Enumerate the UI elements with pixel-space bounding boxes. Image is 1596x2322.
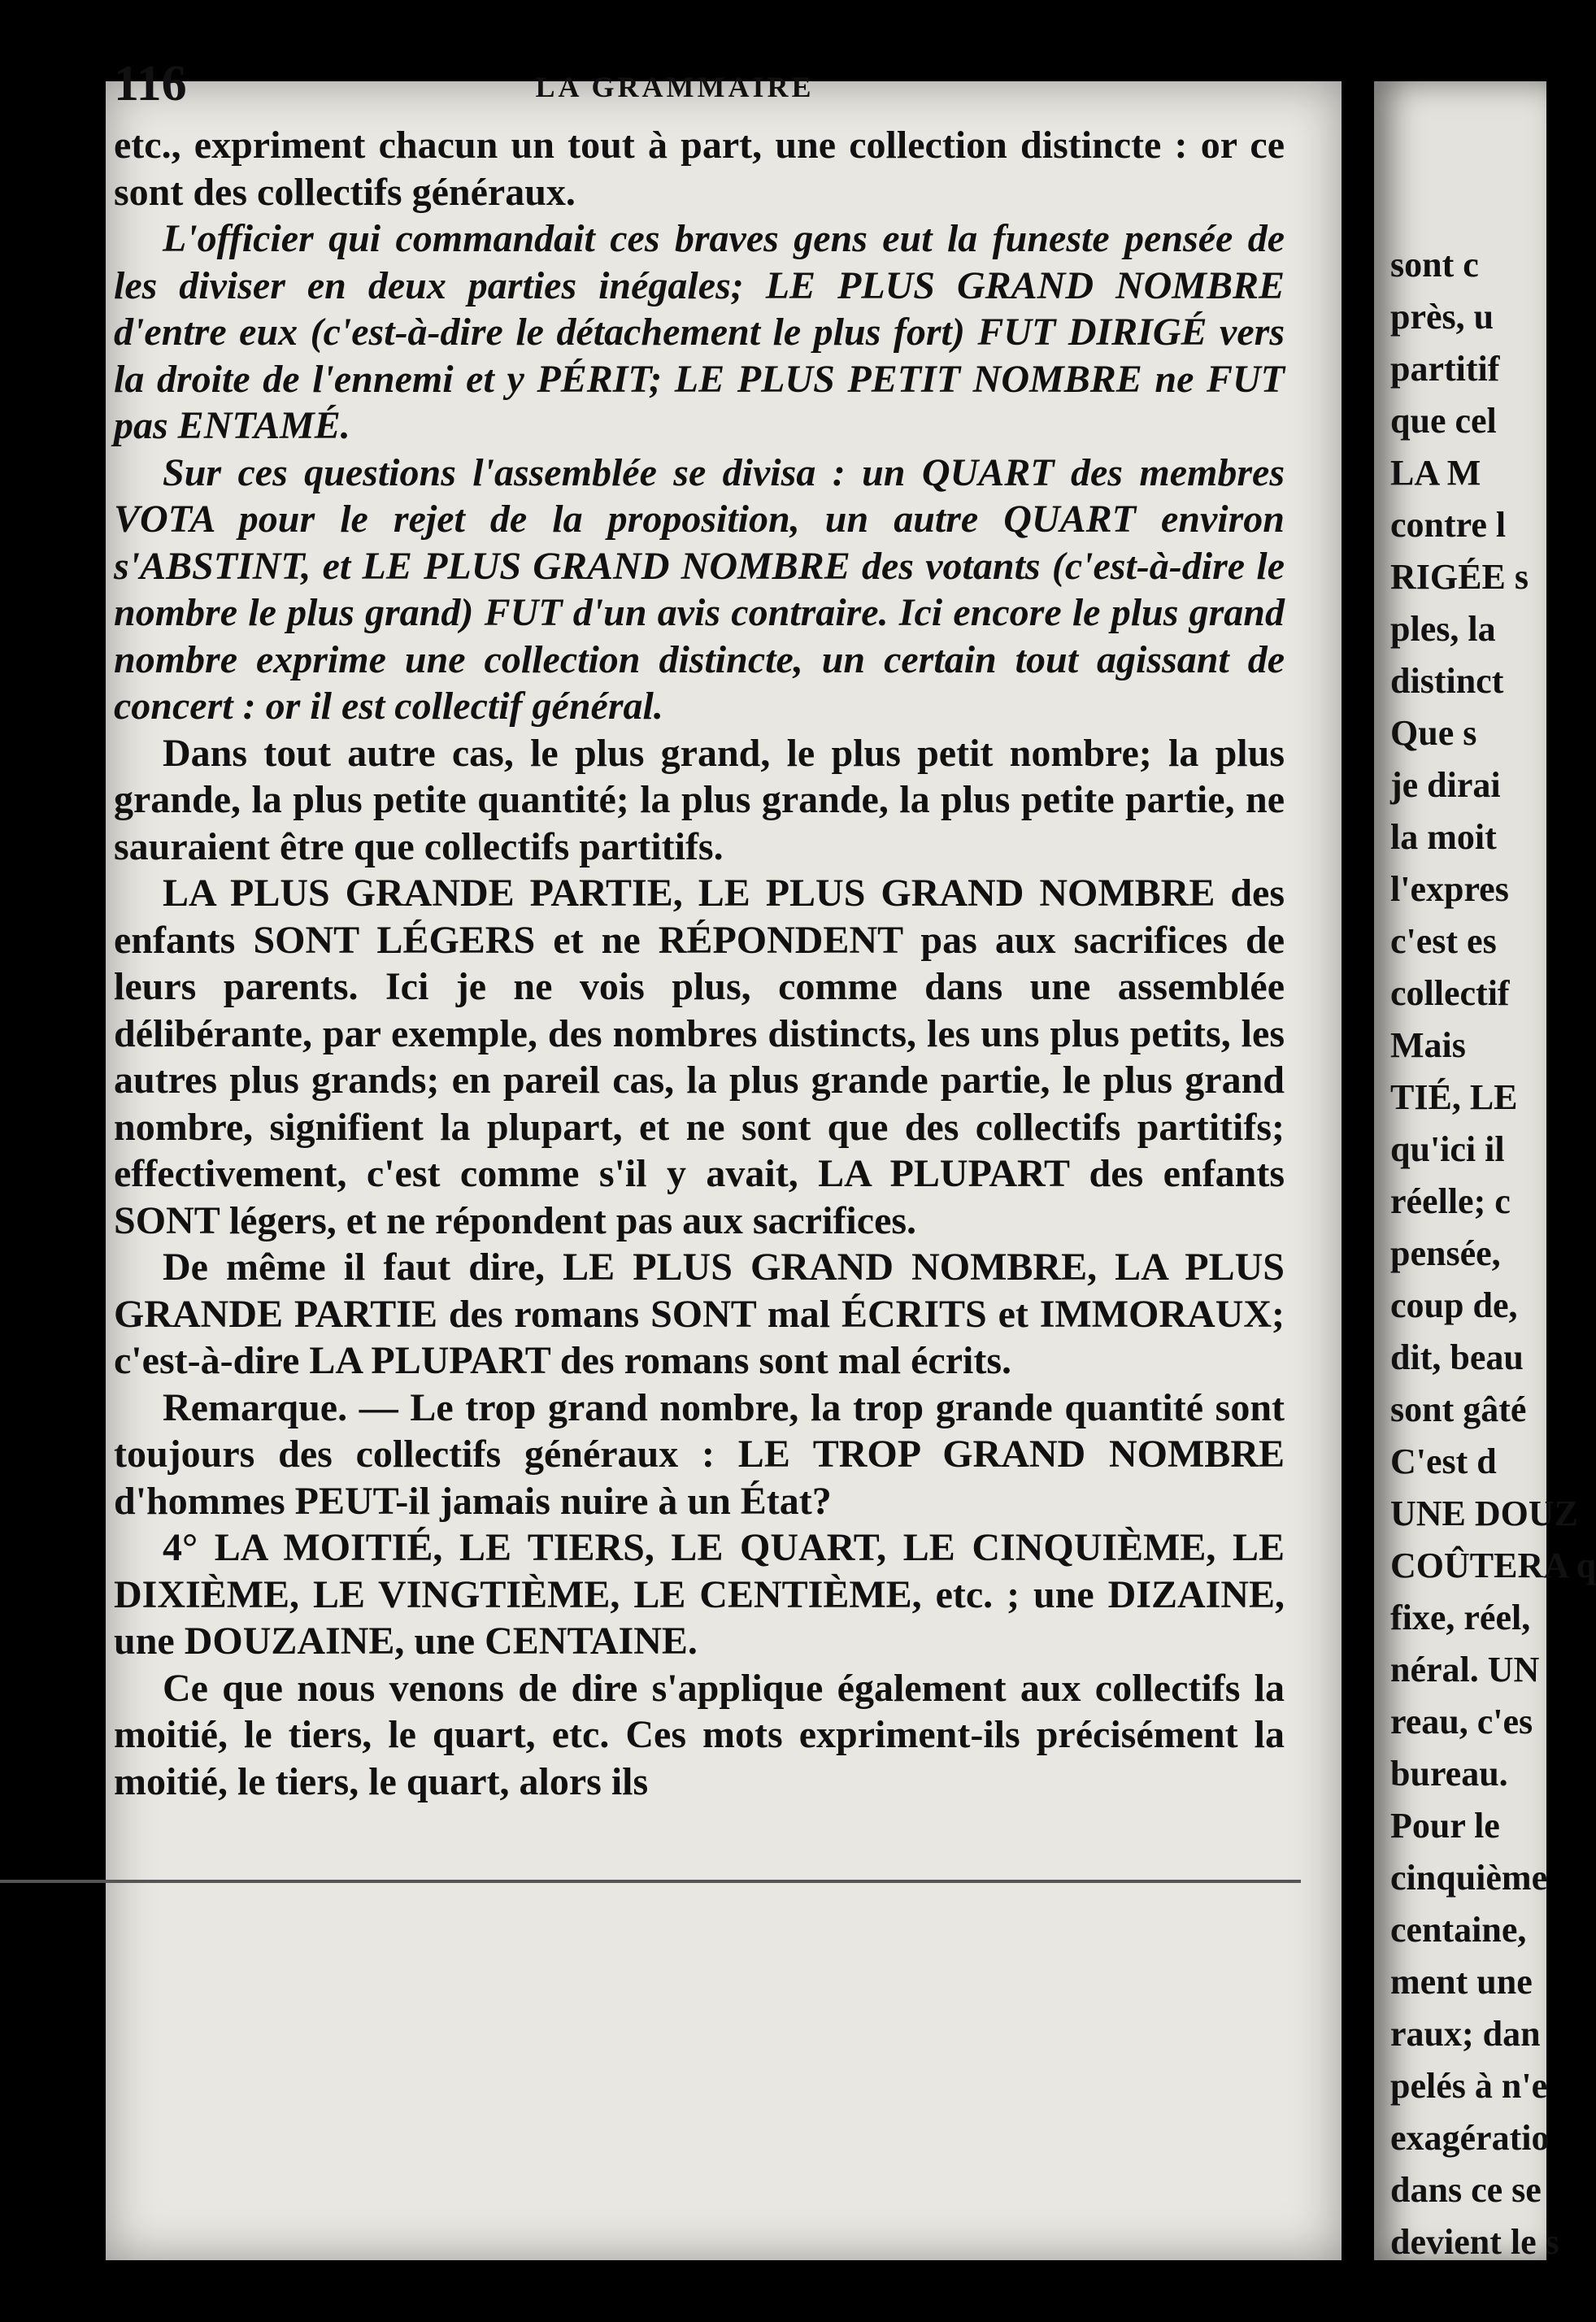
page-number: 116: [114, 56, 187, 111]
adjacent-page-line: collectif: [1390, 973, 1510, 1013]
adjacent-page-line: contre l: [1390, 505, 1507, 545]
adjacent-page-line: néral. UN: [1390, 1650, 1540, 1689]
page-body: [114, 122, 1285, 1805]
adjacent-page-line: sont gâté: [1390, 1389, 1527, 1429]
paragraph: etc., expriment chacun un tout à part, une collection distincte : or ce sont des collectifs généraux.: [114, 124, 1285, 214]
paragraph: LA PLUS GRANDE PARTIE, LE PLUS GRAND NOMBRE des enfants SONT LÉGERS et ne RÉPONDENT pas aux sacrifices de leurs parents. Ici je ne vois plus, comme dans une assemblée délibérante, par exemple, des nombres distincts, les uns plus petits, les autres plus grands; en pareil cas, la plus grande partie, le plus grand nombre, signifient la plupart, et ne sont que des collectifs partitifs; effectivement, c'est comme s'il y avait, LA PLUPART des enfants SONT légers, et ne répondent pas aux sacrifices.: [114, 872, 1285, 1242]
adjacent-page-line: pelés à n'e: [1390, 2066, 1548, 2106]
adjacent-page-line: près, u: [1390, 297, 1494, 337]
adjacent-page-line: ment une: [1390, 1962, 1533, 2002]
adjacent-page-line: TIÉ, LE: [1390, 1077, 1518, 1117]
scan-fold-line: [0, 1880, 1301, 1883]
adjacent-page-line: pensée,: [1390, 1233, 1501, 1273]
adjacent-page-line: reau, c'es: [1390, 1702, 1533, 1742]
adjacent-page-line: UNE DOUZ: [1390, 1494, 1579, 1533]
adjacent-page-line: centaine,: [1390, 1910, 1527, 1950]
running-head: LA GRAMMAIRE: [535, 71, 815, 103]
adjacent-page-line: Mais: [1390, 1025, 1466, 1065]
adjacent-page-line: devient le s: [1390, 2222, 1559, 2262]
adjacent-page-line: Pour le: [1390, 1806, 1500, 1846]
paragraph: L'officier qui commandait ces braves gens eut la funeste pensée de les diviser en deux parties inégales; LE PLUS GRAND NOMBRE d'entre eux (c'est-à-dire le détachement le plus fort) FUT DIRIGÉ vers la droite de l'ennemi et y PÉRIT; LE PLUS PETIT NOMBRE ne FUT pas ENTAMÉ.: [114, 217, 1285, 447]
adjacent-page-line: cinquième: [1390, 1858, 1548, 1898]
adjacent-page-line: Que s: [1390, 713, 1477, 753]
adjacent-page-line: dans ce se: [1390, 2170, 1542, 2210]
adjacent-page-line: raux; dan: [1390, 2014, 1541, 2054]
adjacent-page-line: exagératio: [1390, 2118, 1550, 2158]
adjacent-page-line: COÛTERA q: [1390, 1546, 1596, 1585]
adjacent-page-line: fixe, réel,: [1390, 1598, 1531, 1637]
paragraph: De même il faut dire, LE PLUS GRAND NOMBRE, LA PLUS GRANDE PARTIE des romans SONT mal ÉCRITS et IMMORAUX; c'est-à-dire LA PLUPART des romans sont mal écrits.: [114, 1246, 1285, 1382]
adjacent-page-edge: [1374, 81, 1596, 2262]
paragraph: 4° LA MOITIÉ, LE TIERS, LE QUART, LE CINQUIÈME, LE DIXIÈME, LE VINGTIÈME, LE CENTIÈME, etc. ; une DIZAINE, une DOUZAINE, une CENTAINE.: [114, 1526, 1285, 1663]
adjacent-page-line: coup de,: [1390, 1285, 1518, 1325]
adjacent-page-line: que cel: [1390, 401, 1497, 441]
adjacent-page-line: dit, beau: [1390, 1337, 1524, 1377]
adjacent-page-line: réelle; c: [1390, 1181, 1511, 1221]
adjacent-page-line: qu'ici il: [1390, 1129, 1505, 1169]
adjacent-page-line: la moit: [1390, 817, 1497, 857]
paragraph: Sur ces questions l'assemblée se divisa : un QUART des membres VOTA pour le rejet de la proposition, un autre QUART environ s'ABSTINT, et LE PLUS GRAND NOMBRE des votants (c'est-à-dire le nombre le plus grand) FUT d'un avis contraire. Ici encore le plus grand nombre exprime une collection distincte, un certain tout agissant de concert : or il est collectif général.: [114, 450, 1285, 728]
adjacent-page-line: sont c: [1390, 245, 1479, 285]
paragraph: Dans tout autre cas, le plus grand, le plus petit nombre; la plus grande, la plus petite quantité; la plus grande, la plus petite partie, ne sauraient être que collectifs partitifs.: [114, 731, 1285, 868]
adjacent-page-line: RIGÉE s: [1390, 557, 1529, 597]
adjacent-page-line: distinct: [1390, 661, 1504, 701]
paragraph: Ce que nous venons de dire s'applique également aux collectifs la moitié, le tiers, le quart, etc. Ces mots expriment-ils précisément la moitié, le tiers, le quart, alors ils: [114, 1666, 1285, 1803]
adjacent-page-line: LA M: [1390, 453, 1481, 493]
page-header: [114, 55, 1236, 128]
adjacent-page-line: c'est es: [1390, 921, 1497, 961]
adjacent-page-line: l'expres: [1390, 869, 1509, 909]
adjacent-page-line: C'est d: [1390, 1441, 1497, 1481]
adjacent-page-line: bureau.: [1390, 1754, 1508, 1794]
adjacent-page-line: partitif: [1390, 349, 1500, 389]
adjacent-page-line: je dirai: [1390, 765, 1501, 805]
paragraph: Remarque. — Le trop grand nombre, la trop grande quantité sont toujours des collectifs généraux : LE TROP GRAND NOMBRE d'hommes PEUT-il jamais nuire à un État?: [114, 1385, 1285, 1523]
adjacent-page-line: ples, la: [1390, 609, 1496, 649]
